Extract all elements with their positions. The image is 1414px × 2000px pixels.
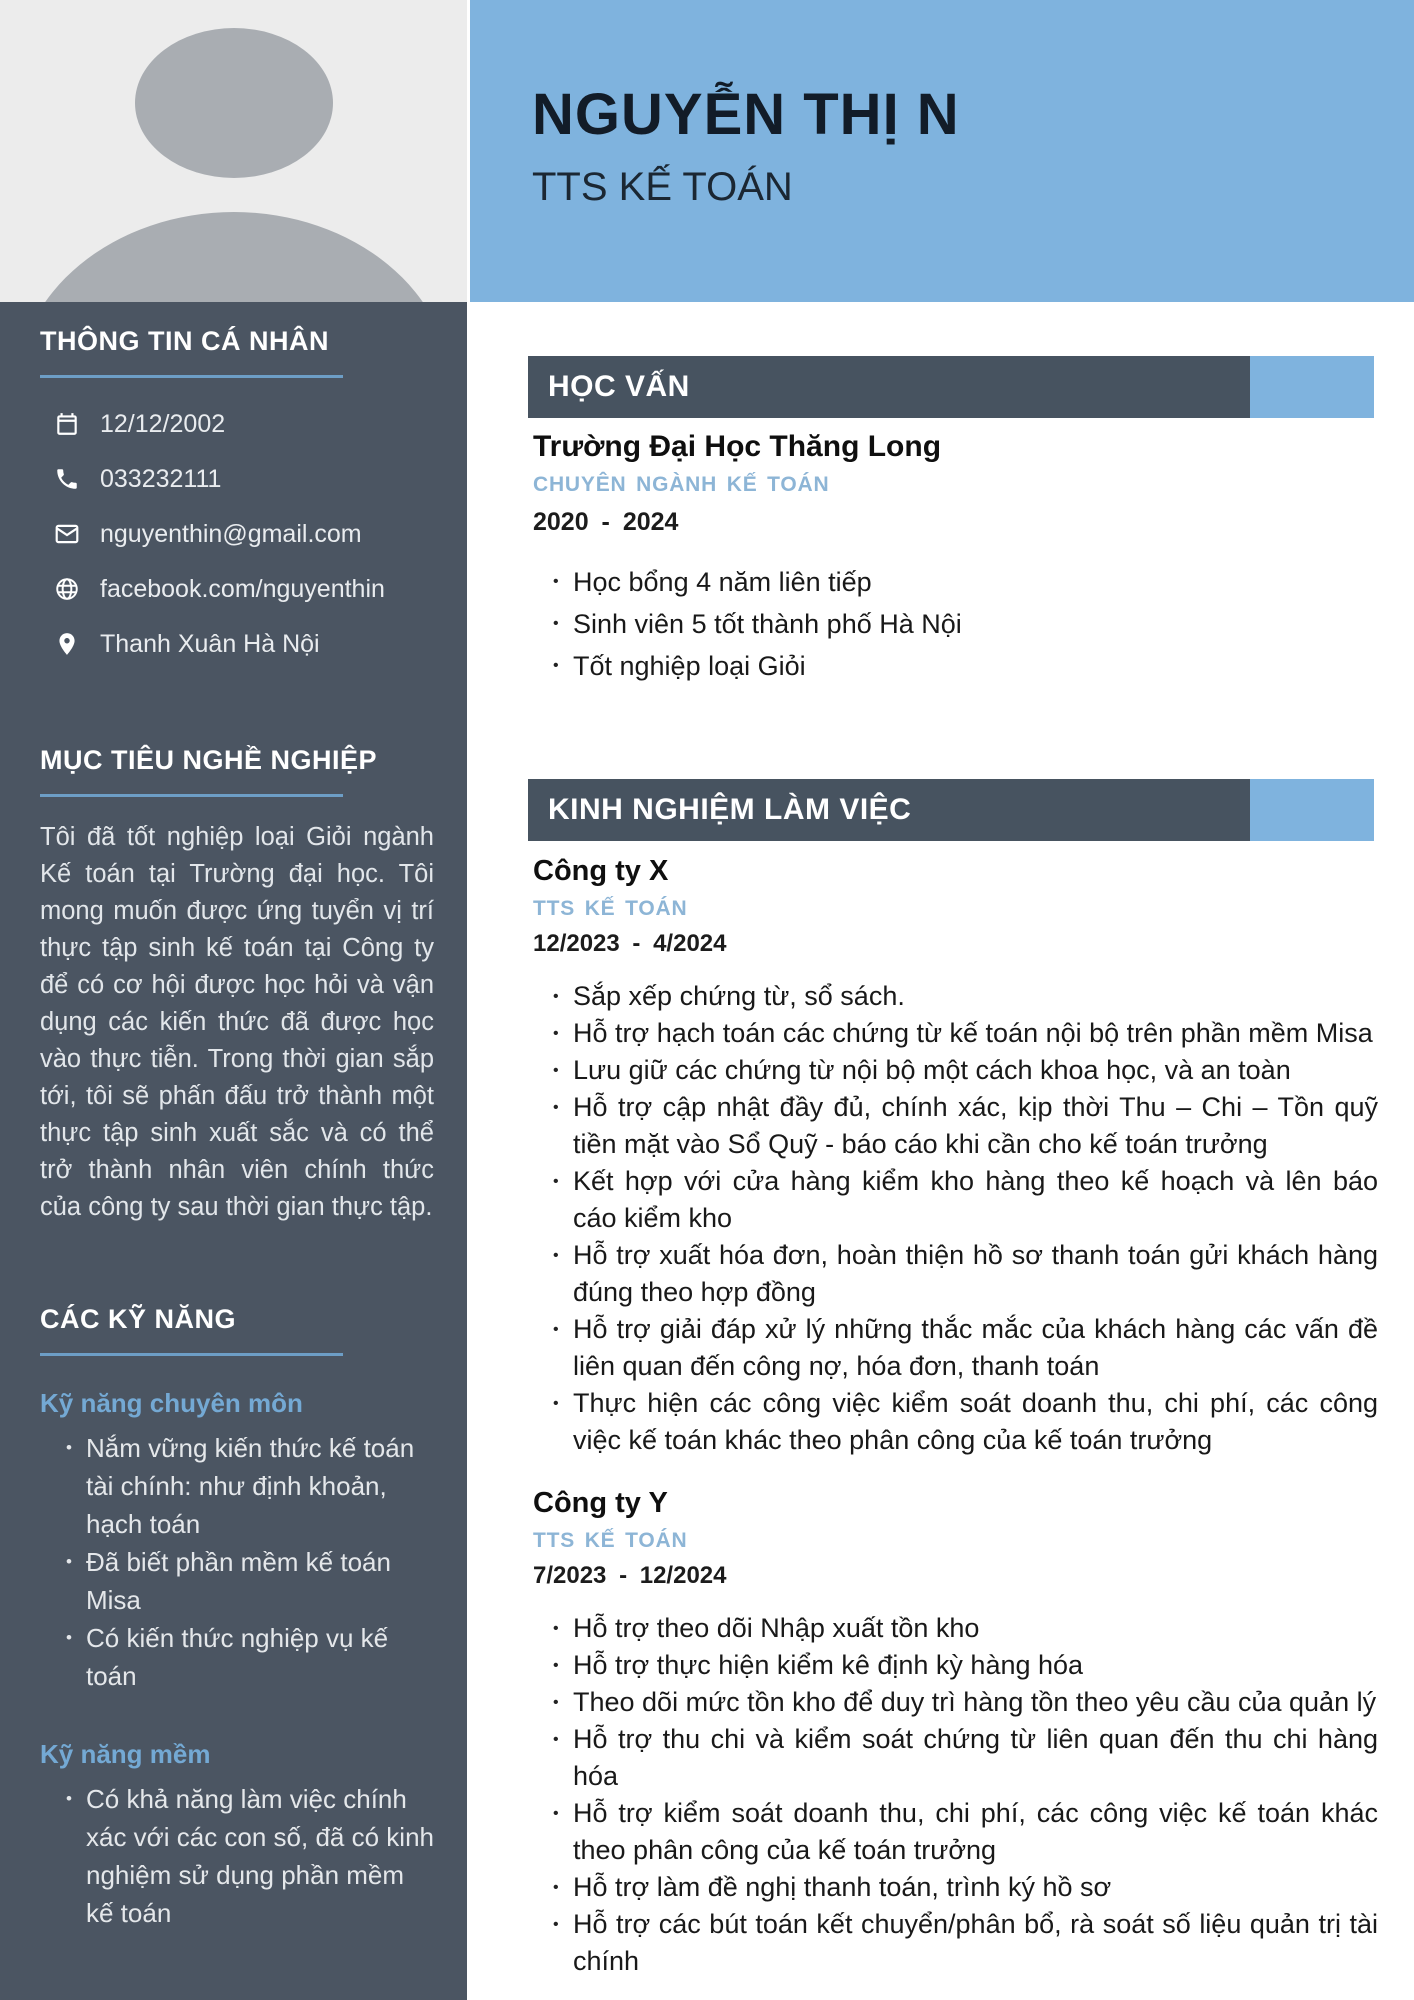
contact-row-phone (40, 463, 434, 495)
education-bullet: • Tốt nghiệp loại Giỏi (533, 645, 1378, 687)
sidebar (0, 302, 467, 2000)
job-dates: 12/2023 - 4/2024 (533, 930, 727, 957)
job-role: TTS KẾ TOÁN (533, 897, 688, 920)
skills-section (40, 1304, 434, 1932)
globe-icon (54, 576, 80, 602)
contact-row-birthday (40, 408, 434, 440)
education-bullets (533, 561, 1378, 687)
job-bullets (533, 1610, 1378, 1980)
job-bullet: • Hỗ trợ làm đề nghị thanh toán, trình ký hồ sơ (533, 1869, 1378, 1906)
section-bar-accent (1250, 779, 1374, 841)
job-bullet: • Hỗ trợ thực hiện kiểm kê định kỳ hàng hóa (533, 1647, 1378, 1684)
skill-list-professional (40, 1429, 434, 1695)
avatar (0, 0, 467, 302)
calendar-icon (54, 411, 80, 437)
job-bullet: • Hỗ trợ các bút toán kết chuyển/phân bổ, rà soát số liệu quản trị tài chính (533, 1906, 1378, 1980)
header (470, 0, 1414, 302)
section-bar-accent (1250, 356, 1374, 418)
email-icon (54, 521, 80, 547)
education-entry (533, 430, 1378, 687)
experience-section-bar (528, 779, 1374, 841)
job-bullet: • Theo dõi mức tồn kho để duy trì hàng tồn theo yêu cầu của quản lý (533, 1684, 1378, 1721)
education-heading: HỌC VẤN (548, 370, 690, 403)
education-bullet: • Sinh viên 5 tốt thành phố Hà Nội (533, 603, 1378, 645)
education-section-bar (528, 356, 1374, 418)
address-value: Thanh Xuân Hà Nội (100, 629, 320, 658)
skill-item: • Có kiến thức nghiệp vụ kế toán (62, 1619, 434, 1695)
person-job-title: TTS KẾ TOÁN (532, 165, 793, 209)
job-bullet: • Hỗ trợ giải đáp xử lý những thắc mắc của khách hàng các vấn đề liên quan đến công nợ, hóa đơn, thanh toán (533, 1311, 1378, 1385)
objective-section (40, 745, 434, 1226)
skill-item: • Nắm vững kiến thức kế toán tài chính: như định khoản, hạch toán (62, 1429, 434, 1543)
job-bullet: • Hỗ trợ thu chi và kiểm soát chứng từ liên quan đến thu chi hàng hóa (533, 1721, 1378, 1795)
objective-heading: MỤC TIÊU NGHỀ NGHIỆP (40, 745, 378, 775)
job-entry-company-x (533, 855, 1378, 1459)
major-label: CHUYÊN NGÀNH KẾ TOÁN (533, 473, 830, 496)
skills-heading: CÁC KỸ NĂNG (40, 1304, 237, 1334)
contact-row-address (40, 628, 434, 660)
education-dates: 2020 - 2024 (533, 508, 679, 536)
phone-icon (54, 466, 80, 492)
job-dates: 7/2023 - 12/2024 (533, 1562, 727, 1589)
job-bullet: • Kết hợp với cửa hàng kiểm kho hàng theo kế hoạch và lên báo cáo kiểm kho (533, 1163, 1378, 1237)
job-role: TTS KẾ TOÁN (533, 1529, 688, 1552)
skill-group-label-professional: Kỹ năng chuyên môn (40, 1388, 303, 1418)
job-bullet: • Lưu giữ các chứng từ nội bộ một cách khoa học, và an toàn (533, 1052, 1378, 1089)
phone-value: 033232111 (100, 464, 222, 493)
company-name: Công ty Y (533, 1487, 668, 1519)
job-bullet: • Hỗ trợ kiểm soát doanh thu, chi phí, các công việc kế toán khác theo phân công của kế toán trưởng (533, 1795, 1378, 1869)
job-bullet: • Hỗ trợ theo dõi Nhập xuất tồn kho (533, 1610, 1378, 1647)
job-bullet: • Hỗ trợ hạch toán các chứng từ kế toán nội bộ trên phần mềm Misa (533, 1015, 1378, 1052)
contact-row-website (40, 573, 434, 605)
job-bullet: • Hỗ trợ cập nhật đầy đủ, chính xác, kịp thời Thu – Chi – Tồn quỹ tiền mặt vào Sổ Quỹ - báo cáo khi cần cho kế toán trưởng (533, 1089, 1378, 1163)
location-icon (54, 631, 80, 657)
company-name: Công ty X (533, 855, 669, 887)
avatar-head-shape (135, 28, 333, 178)
education-bullet: • Học bổng 4 năm liên tiếp (533, 561, 1378, 603)
skill-group-label-soft: Kỹ năng mềm (40, 1739, 211, 1769)
contact-row-email (40, 518, 434, 550)
objective-text: Tôi đã tốt nghiệp loại Giỏi ngành Kế toán tại Trường đại học. Tôi mong muốn được ứng tuyển vị trí thực tập sinh kế toán tại Công ty để có cơ hội được học hỏi và vận dụng các kiến thức đã được học vào thực tiễn. Trong thời gian sắp tới, tôi sẽ phấn đấu trở thành một thực tập sinh xuất sắc và có thể trở thành nhân viên chính thức của công ty sau thời gian thực tập. (40, 823, 434, 1221)
job-entry-company-y (533, 1487, 1378, 1980)
contact-list (40, 408, 434, 660)
personal-info-section (40, 326, 434, 683)
person-name: NGUYỄN THỊ N (532, 82, 960, 147)
job-bullets (533, 978, 1378, 1459)
job-bullet: • Sắp xếp chứng từ, sổ sách. (533, 978, 1378, 1015)
school-name: Trường Đại Học Thăng Long (533, 430, 942, 463)
experience-heading: KINH NGHIỆM LÀM VIỆC (548, 793, 912, 826)
email-value: nguyenthin@gmail.com (100, 519, 362, 548)
birthday-value: 12/12/2002 (100, 409, 226, 438)
job-bullet: • Thực hiện các công việc kiểm soát doanh thu, chi phí, các công việc kế toán khác theo phân công của kế toán trưởng (533, 1385, 1378, 1459)
section-underline (40, 794, 343, 797)
section-underline (40, 375, 343, 378)
section-underline (40, 1353, 343, 1356)
personal-info-heading: THÔNG TIN CÁ NHÂN (40, 326, 329, 356)
skill-item: • Đã biết phần mềm kế toán Misa (62, 1543, 434, 1619)
job-bullet: • Hỗ trợ xuất hóa đơn, hoàn thiện hồ sơ thanh toán gửi khách hàng đúng theo hợp đồng (533, 1237, 1378, 1311)
website-value: facebook.com/nguyenthin (100, 574, 385, 603)
avatar-shoulders-shape (16, 212, 452, 302)
skill-list-soft (40, 1780, 434, 1932)
skill-item: • Có khả năng làm việc chính xác với các con số, đã có kinh nghiệm sử dụng phần mềm kế toán (62, 1780, 434, 1932)
